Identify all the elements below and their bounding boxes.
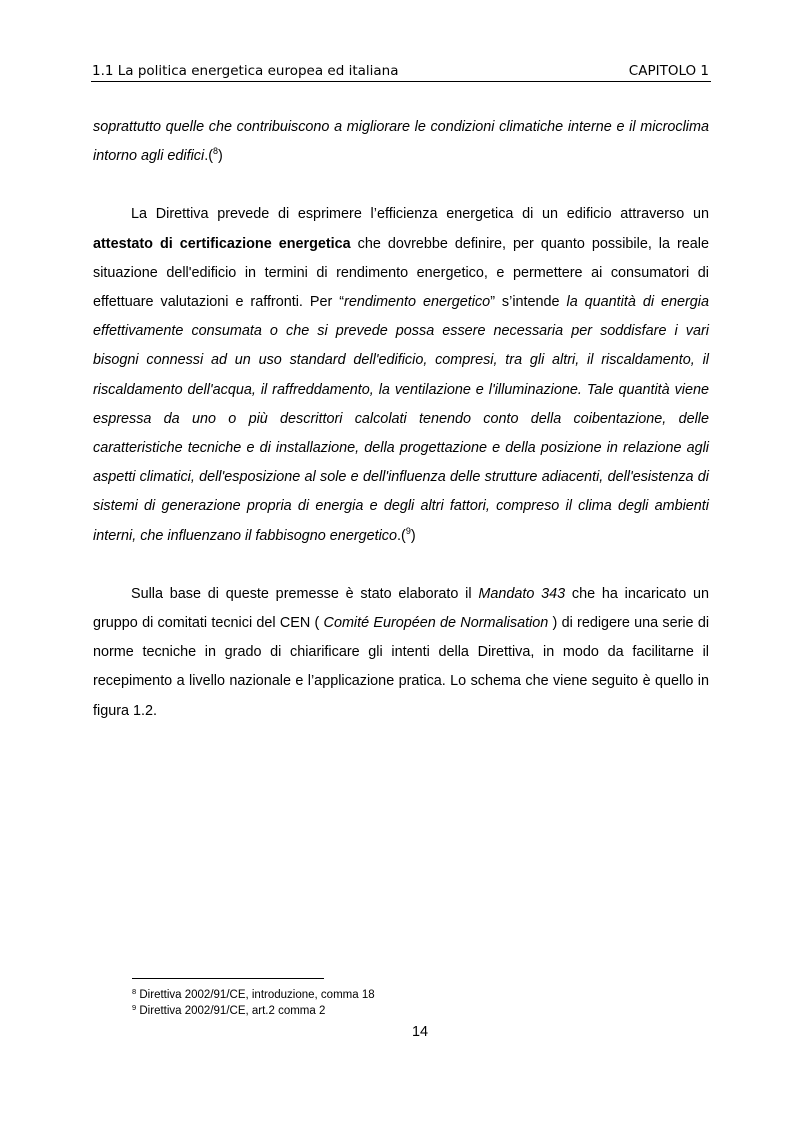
footnote-9 [132,1003,692,1019]
footnote-ref-9[interactable]: 9 [405,525,411,536]
paragraph-2-bold-term: attestato di certificazione energetica [93,235,351,252]
paragraph-2-text-a: La Direttiva prevede di esprimere l’efficienza energetica di un edificio attraverso un [131,206,709,223]
paragraph-1-italic-text: soprattutto quelle che contribuiscono a migliorare le condizioni climatiche interne e il microclima intorno agli edifici [93,119,709,165]
header-section-title: 1.1 La politica energetica europea ed italiana [92,63,399,79]
footnote-mark: 9 [132,1003,137,1012]
paragraph-2-close-paren: ) [410,527,416,544]
paragraph-2-text-c: ” s’intende [490,294,567,311]
running-header [91,61,711,82]
paragraph-3-text-a: Sulla base di queste premesse è stato elaborato il [131,585,479,602]
paragraph-3-italic-mandate: Mandato 343 [478,585,566,602]
paragraph-3-text-c: ) di redigere una serie di norme tecniche in grado di chiarificare gli intenti della Direttiva, in modo da facilitarne il recepimento a livello nazionale e l’applicazione pratica. Lo schema che viene seguito è quello in figura 1.2. [93,615,710,719]
footnote-ref-8[interactable]: 8 [213,146,219,157]
footnote-8 [132,987,692,1003]
paragraph-3-text-b: che ha incaricato un gruppo di comitati tecnici del CEN ( [93,585,709,632]
paragraph-2 [93,200,709,550]
footnote-text: Direttiva 2002/91/CE, introduzione, comma 18 [139,989,375,1001]
paragraph-3 [93,580,709,726]
paragraph-2-italic-term: rendimento energetico [344,294,491,311]
paragraph-2-italic-definition: la quantità di energia effettivamente consumata o che si prevede possa essere necessaria per soddisfare i vari bisogni connessi ad un uso standard dell'edificio, compresi, tra gli altri, il riscaldamento, il riscaldamento dell'acqua, il raffreddamento, la ventilazione e l'illuminazione. Tale quantità viene espressa da uno o più descrittori calcolati tenendo conto della coibentazione, delle caratteristiche tecniche e di installazione, della progettazione e della posizione in relazione agli aspetti climatici, dell'esposizione al sole e dell'influenza delle strutture adiacenti, dell'esistenza di sistemi di generazione propria di energia e degli altri fattori, compreso il clima degli ambienti interni, che influenzano il fabbisogno energetico [93,294,709,544]
footnote-text: Direttiva 2002/91/CE, art.2 comma 2 [139,1005,326,1017]
footnote-separator [132,978,324,979]
header-chapter-label: CAPITOLO 1 [628,63,709,79]
paragraph-1 [93,113,709,171]
footnotes [132,987,692,1019]
paragraph-2-text-b: che dovrebbe definire, per quanto possibile, la reale situazione dell'edificio in termini di rendimento energetico, e permettere ai consumatori di effettuare valutazioni e raffronti. Per “ [93,235,709,311]
footnote-mark: 8 [132,987,137,996]
paragraph-2-end-punct: .( [397,527,406,544]
paragraph-1-close-paren: ) [218,148,223,165]
page-number: 14 [411,1024,428,1040]
paragraph-3-italic-cen: Comité Européen de Normalisation [323,615,549,632]
body-text [93,113,709,726]
paragraph-1-end-punct: .( [204,148,213,165]
